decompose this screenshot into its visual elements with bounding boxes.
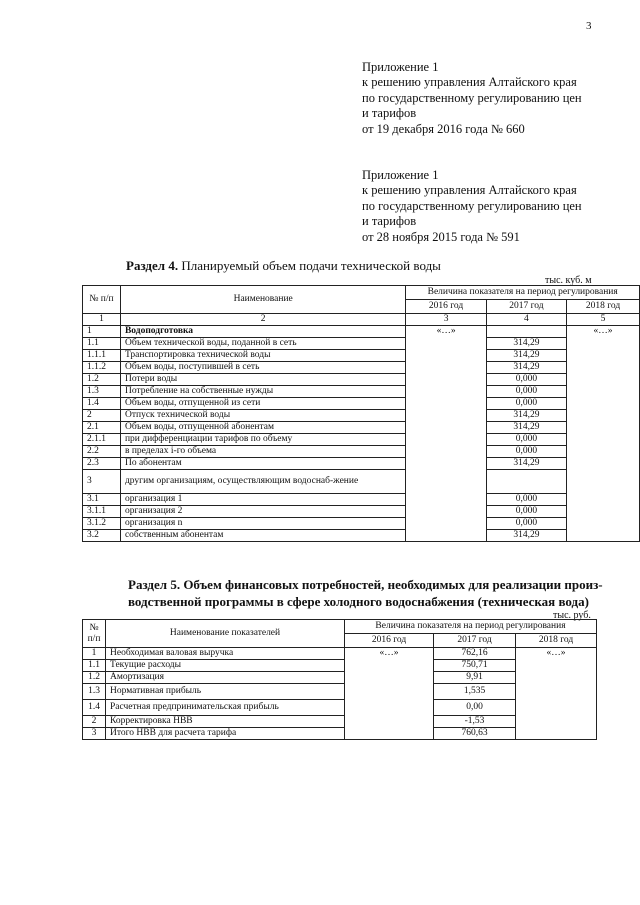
- appendix-line: и тарифов: [362, 106, 417, 121]
- value-2017: 0,000: [486, 374, 566, 386]
- row-number: 3.1.2: [83, 518, 121, 530]
- col-header-num-line1: №: [89, 622, 99, 633]
- table-row: [83, 422, 640, 434]
- value-2017: 760,63: [434, 728, 516, 740]
- row-name: Расчетная предпринимательская прибыль: [106, 700, 345, 716]
- row-number: 2.1.1: [83, 434, 121, 446]
- row-number: 3.1.1: [83, 506, 121, 518]
- col-header-2017: 2017 год: [434, 634, 516, 648]
- section4-unit: тыс. куб. м: [545, 275, 592, 286]
- col-header-name: Наименование показателей: [106, 620, 345, 648]
- row-number: 1.4: [83, 398, 121, 410]
- col-number: 1: [83, 314, 121, 326]
- value-2017: 9,91: [434, 672, 516, 684]
- table-row: [83, 458, 640, 470]
- value-2017: 0,000: [486, 398, 566, 410]
- section5-title-line1: [128, 577, 603, 593]
- section4-table: [82, 285, 640, 542]
- value-2017: 314,29: [486, 350, 566, 362]
- table-row: [83, 506, 640, 518]
- value-2017: 314,29: [486, 422, 566, 434]
- row-name: при дифференциации тарифов по объему: [120, 434, 405, 446]
- table-row: [83, 410, 640, 422]
- col-header-name: Наименование: [120, 286, 405, 314]
- row-name: другим организациям, осуществляющим водоснаб-жение: [120, 470, 405, 494]
- appendix-line: к решению управления Алтайского края: [362, 75, 577, 90]
- value-2017: 0,000: [486, 506, 566, 518]
- value-2017: 314,29: [486, 458, 566, 470]
- table-row: [83, 530, 640, 542]
- section5-unit: тыс. руб.: [553, 610, 591, 621]
- table-row: [83, 374, 640, 386]
- row-name: Объем технической воды, поданной в сеть: [120, 338, 405, 350]
- row-name: Отпуск технической воды: [120, 410, 405, 422]
- row-name: Текущие расходы: [106, 660, 345, 672]
- row-name: Потери воды: [120, 374, 405, 386]
- value-2017: 750,71: [434, 660, 516, 672]
- col-header-2018: 2018 год: [516, 634, 597, 648]
- table-row: [83, 470, 640, 494]
- row-name: организация 2: [120, 506, 405, 518]
- appendix-line: Приложение 1: [362, 168, 439, 182]
- row-name: Объем воды, отпущенной абонентам: [120, 422, 405, 434]
- row-number: 1.3: [83, 386, 121, 398]
- col-header-num-line2: п/п: [87, 633, 101, 644]
- row-name: собственным абонентам: [120, 530, 405, 542]
- placeholder-2016: «…»: [406, 326, 486, 542]
- row-number: 1.3: [83, 684, 106, 700]
- col-header-2016: 2016 год: [345, 634, 434, 648]
- value-2017: 0,000: [486, 518, 566, 530]
- row-name: организация n: [120, 518, 405, 530]
- table-row: [83, 648, 597, 660]
- col-number: 4: [486, 314, 566, 326]
- appendix-line: по государственному регулированию цен: [362, 198, 582, 213]
- section4-title-text: Планируемый объем подачи технической воды: [178, 258, 441, 273]
- value-2017: 0,000: [486, 494, 566, 506]
- row-number: 3.2: [83, 530, 121, 542]
- col-header-num: [83, 620, 106, 648]
- col-number: 3: [406, 314, 486, 326]
- col-header-2016: 2016 год: [406, 300, 486, 314]
- table-row: [83, 362, 640, 374]
- table-row: [83, 518, 640, 530]
- appendix-line: к решению управления Алтайского края: [362, 183, 577, 198]
- page-number: 3: [586, 20, 592, 32]
- row-name: По абонентам: [120, 458, 405, 470]
- row-number: 2.1: [83, 422, 121, 434]
- appendix-line: от 19 декабря 2016 года № 660: [362, 121, 525, 136]
- row-number: 1.1.2: [83, 362, 121, 374]
- value-2017: 314,29: [486, 338, 566, 350]
- row-number: 3: [83, 470, 121, 494]
- appendix-line: по государственному регулированию цен: [362, 90, 582, 105]
- value-2017: 0,000: [486, 434, 566, 446]
- appendix-line: Приложение 1: [362, 60, 439, 74]
- row-number: 3: [83, 728, 106, 740]
- value-2017: [486, 470, 566, 494]
- table-row: [83, 326, 640, 338]
- row-name: Нормативная прибыль: [106, 684, 345, 700]
- row-number: 3.1: [83, 494, 121, 506]
- placeholder-2018: «…»: [516, 648, 597, 740]
- table-row: [83, 446, 640, 458]
- col-number: 2: [120, 314, 405, 326]
- row-number: 2: [83, 716, 106, 728]
- row-number: 2.3: [83, 458, 121, 470]
- value-2017: 314,29: [486, 410, 566, 422]
- value-2017: 1,535: [434, 684, 516, 700]
- row-number: 1.1: [83, 660, 106, 672]
- table-row: [83, 386, 640, 398]
- row-number: 1.4: [83, 700, 106, 716]
- value-2017: 0,000: [486, 446, 566, 458]
- section5-title-text: Раздел 5. Объем финансовых потребностей, необходимых для реализации произ-: [128, 577, 603, 592]
- table-row: [83, 398, 640, 410]
- placeholder-2016: «…»: [345, 648, 434, 740]
- row-number: 1.2: [83, 374, 121, 386]
- section5-title-text: водственной программы в сфере холодного водоснабжения (техническая вода): [128, 594, 589, 609]
- appendix-line: от 28 ноября 2015 года № 591: [362, 229, 520, 244]
- table-row: [83, 494, 640, 506]
- value-2017: 0,000: [486, 386, 566, 398]
- row-name: организация 1: [120, 494, 405, 506]
- row-name: Необходимая валовая выручка: [106, 648, 345, 660]
- table-row: [83, 434, 640, 446]
- row-number: 1: [83, 648, 106, 660]
- value-2017: -1,53: [434, 716, 516, 728]
- table-row: [83, 338, 640, 350]
- row-name: Итого НВВ для расчета тарифа: [106, 728, 345, 740]
- col-header-2018: 2018 год: [567, 300, 640, 314]
- col-header-period: Величина показателя на период регулирования: [406, 286, 640, 300]
- appendix-header-2: [362, 168, 582, 245]
- appendix-header-1: [362, 60, 582, 137]
- value-2017: 762,16: [434, 648, 516, 660]
- col-number: 5: [567, 314, 640, 326]
- row-number: 1.2: [83, 672, 106, 684]
- section5-title-line2: [128, 594, 589, 610]
- row-name: Потребление на собственные нужды: [120, 386, 405, 398]
- row-number: 1.1.1: [83, 350, 121, 362]
- section4-title: [126, 258, 441, 274]
- value-2017: 0,00: [434, 700, 516, 716]
- row-name: Объем воды, поступившей в сеть: [120, 362, 405, 374]
- col-header-num: № п/п: [83, 286, 121, 314]
- row-name: в пределах i-го объема: [120, 446, 405, 458]
- row-number: 2: [83, 410, 121, 422]
- table-row: [83, 350, 640, 362]
- row-name: Водоподготовка: [120, 326, 405, 338]
- col-header-2017: 2017 год: [486, 300, 566, 314]
- row-number: 2.2: [83, 446, 121, 458]
- placeholder-2018: «…»: [567, 326, 640, 542]
- appendix-line: и тарифов: [362, 214, 417, 229]
- row-name: Транспортировка технической воды: [120, 350, 405, 362]
- value-2017: 314,29: [486, 362, 566, 374]
- row-number: 1: [83, 326, 121, 338]
- value-2017: 314,29: [486, 530, 566, 542]
- col-header-period: Величина показателя на период регулирования: [345, 620, 597, 634]
- section5-table: [82, 619, 597, 740]
- row-name: Корректировка НВВ: [106, 716, 345, 728]
- value-2017: [486, 326, 566, 338]
- row-number: 1.1: [83, 338, 121, 350]
- row-name: Амортизация: [106, 672, 345, 684]
- row-name: Объем воды, отпущенной из сети: [120, 398, 405, 410]
- section4-title-bold: Раздел 4.: [126, 258, 179, 273]
